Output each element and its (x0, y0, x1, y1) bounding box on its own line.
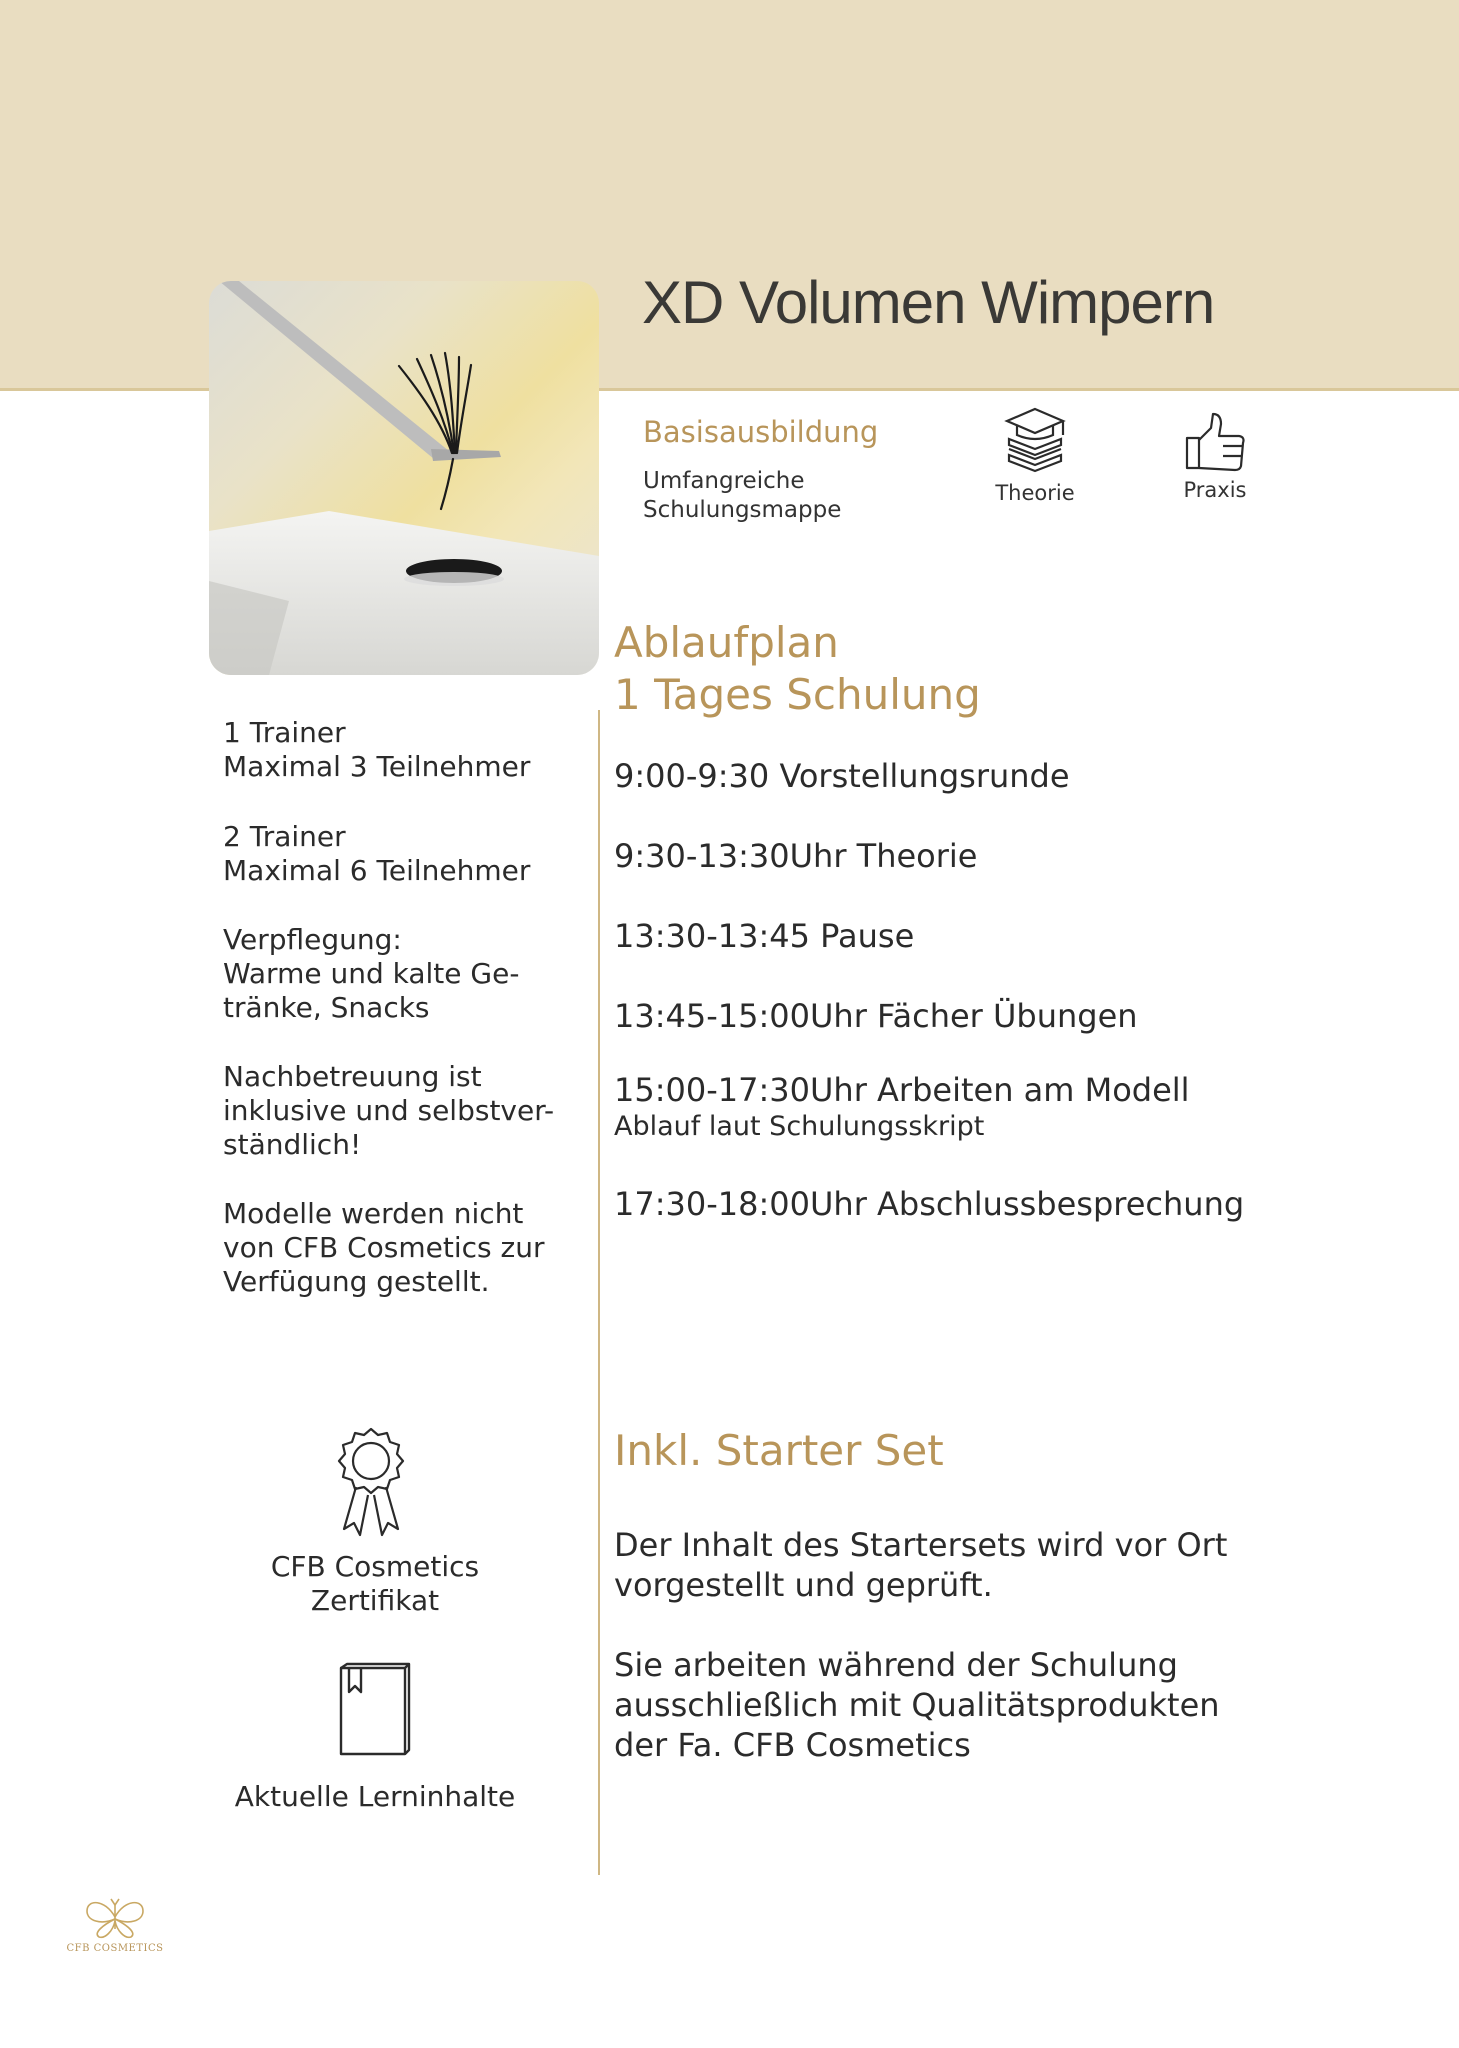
info-line: ständlich! (223, 1128, 362, 1161)
info-line: 2 Trainer (223, 820, 346, 853)
info-line: Modelle werden nicht (223, 1197, 524, 1230)
schedule-item: 13:45-15:00Uhr Fächer Übungen (614, 997, 1138, 1035)
theorie-label: Theorie (995, 481, 1075, 505)
theorie-feature (980, 405, 1090, 505)
starter-set-paragraph-2 (614, 1645, 1220, 1765)
schedule-item: 15:00-17:30Uhr Arbeiten am Modell (614, 1071, 1190, 1109)
schedule-item: 13:30-13:45 Pause (614, 917, 915, 955)
certificate-line: CFB Cosmetics (270, 1550, 480, 1583)
page-title: XD Volumen Wimpern (642, 269, 1215, 336)
trainer-info-2 (223, 820, 530, 888)
graduation-books-icon (999, 405, 1071, 477)
info-line: Verpflegung: (223, 923, 402, 956)
starter-line: Sie arbeiten während der Schulung (614, 1646, 1178, 1684)
lash-photo (209, 281, 599, 675)
brand-logo (60, 1895, 170, 1954)
praxis-label: Praxis (1183, 478, 1247, 502)
schedule-item: 9:00-9:30 Vorstellungsrunde (614, 757, 1070, 795)
lash-photo-illustration (209, 281, 599, 675)
mappe-line: Umfangreiche (643, 468, 805, 494)
modelle-info (223, 1197, 544, 1299)
starter-line: vorgestellt und geprüft. (614, 1566, 993, 1604)
starter-set-heading: Inkl. Starter Set (614, 1426, 944, 1475)
praxis-feature (1160, 410, 1270, 502)
verpflegung-info (223, 923, 519, 1025)
thumbs-up-icon (1183, 410, 1247, 474)
book-icon (335, 1662, 415, 1760)
info-line: Warme und kalte Ge- (223, 957, 520, 990)
schedule-item: 17:30-18:00Uhr Abschlussbesprechung (614, 1185, 1245, 1223)
brand-logo-text: CFB COSMETICS (66, 1943, 164, 1954)
starter-set-paragraph-1 (614, 1525, 1227, 1605)
award-ribbon-icon (330, 1425, 412, 1543)
info-line: inklusive und selbstver- (223, 1094, 555, 1127)
info-line: 1 Trainer (223, 716, 346, 749)
starter-line: der Fa. CFB Cosmetics (614, 1726, 971, 1764)
basis-label: Basisausbildung (643, 415, 879, 449)
learning-label (230, 1780, 520, 1814)
trainer-info-1 (223, 716, 530, 784)
starter-line: ausschließlich mit Qualitätsprodukten (614, 1686, 1220, 1724)
certificate-line: Zertifikat (310, 1584, 440, 1617)
mappe-line: Schulungsmappe (643, 497, 842, 523)
column-divider (598, 710, 600, 1875)
info-line: Maximal 6 Teilnehmer (223, 854, 531, 887)
info-line: Verfügung gestellt. (223, 1265, 490, 1298)
ablaufplan-heading-line: Ablaufplan (614, 618, 839, 667)
schulungsmappe-text (643, 467, 841, 525)
ablaufplan-heading (614, 617, 981, 721)
ablaufplan-heading-line: 1 Tages Schulung (614, 670, 981, 719)
butterfly-logo-icon (83, 1895, 147, 1939)
info-line: Nachbetreuung ist (223, 1060, 482, 1093)
info-line: tränke, Snacks (223, 991, 430, 1024)
learning-line: Aktuelle Lerninhalte (234, 1780, 516, 1813)
schedule-sub-note: Ablauf laut Schulungsskript (614, 1111, 985, 1142)
info-line: Maximal 3 Teilnehmer (223, 750, 531, 783)
info-line: von CFB Cosmetics zur (223, 1231, 545, 1264)
nachbetreuung-info (223, 1060, 554, 1162)
certificate-label (230, 1550, 520, 1618)
schedule-item: 9:30-13:30Uhr Theorie (614, 837, 978, 875)
starter-line: Der Inhalt des Startersets wird vor Ort (614, 1526, 1228, 1564)
